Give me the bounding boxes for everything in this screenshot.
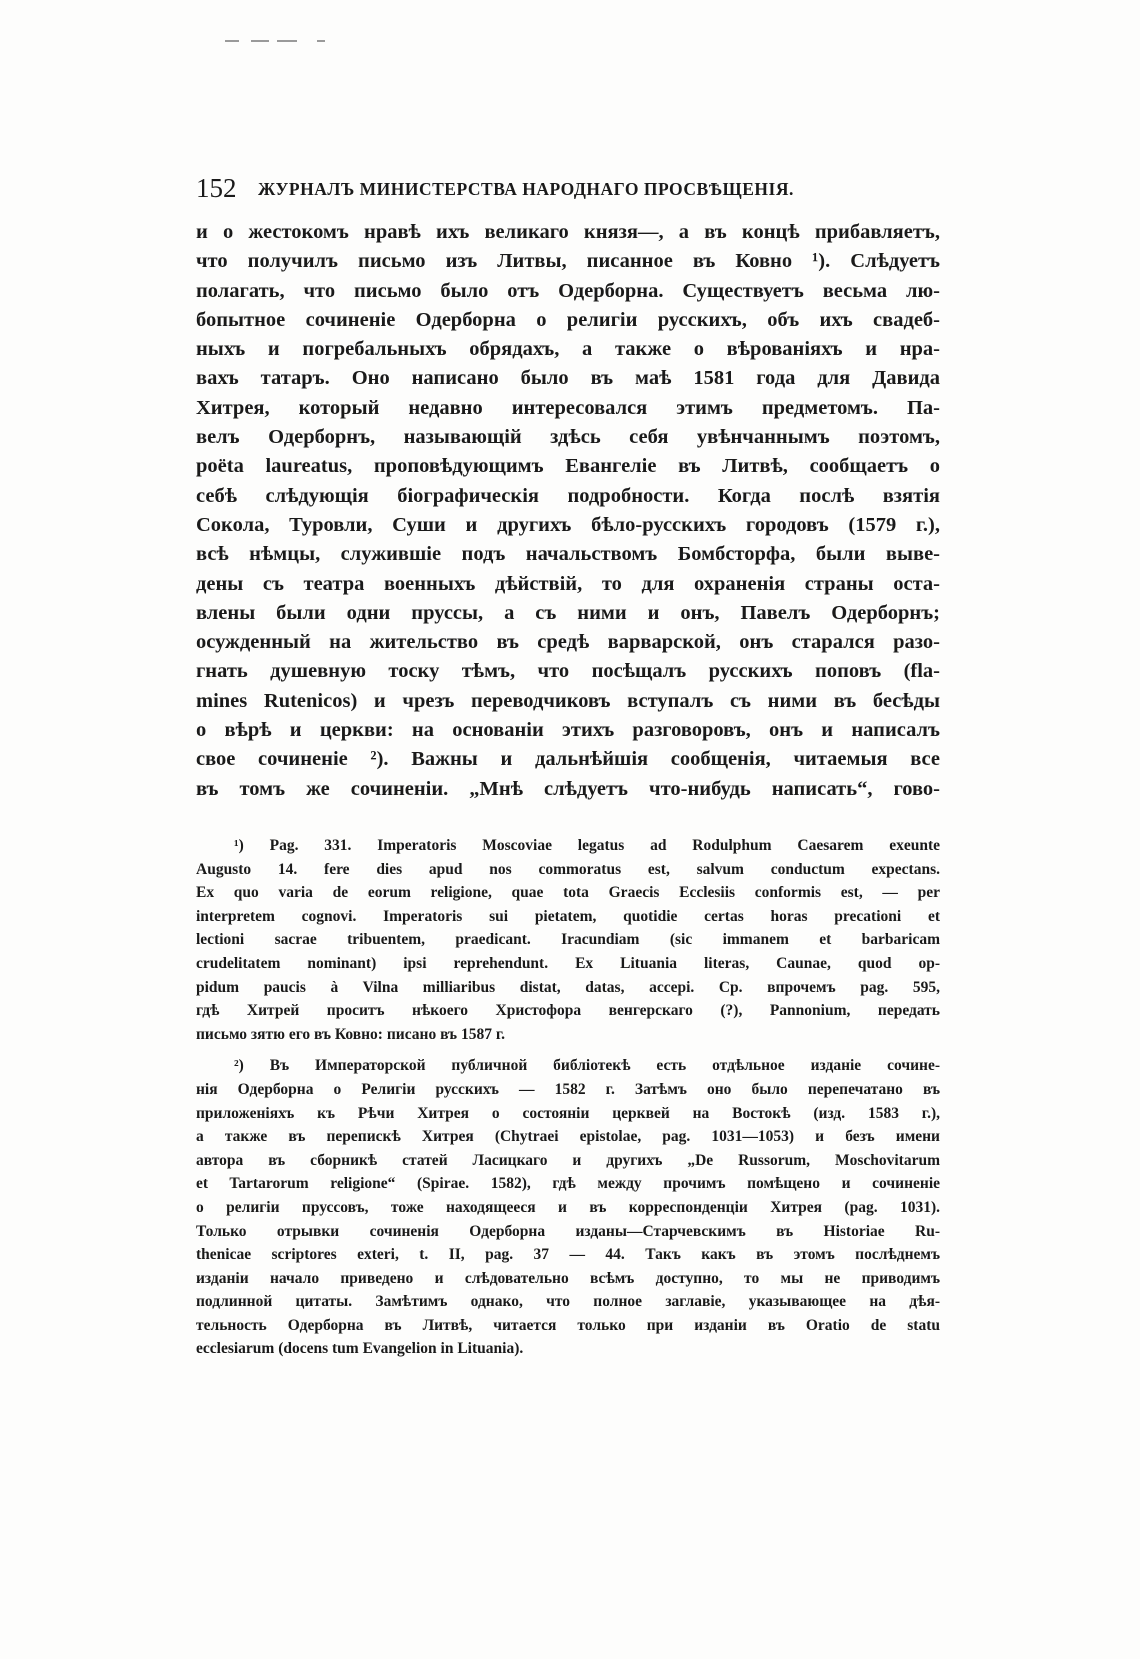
text-line: бопытное сочиненіе Одерборна о религіи русскихъ, объ ихъ свадеб- [196,308,940,331]
text-line: письмо зятю его въ Ковно: писано въ 1587 г. [196,1025,506,1043]
text-line: приложеніяхъ къ Рѣчи Хитрея о состояніи церквей на Востокѣ (изд. 1583 г.), [196,1104,940,1122]
text-line: а также въ перепискѣ Хитрея (Chytraei epistolae, pag. 1031—1053) и безъ имени [196,1128,940,1146]
text-line: полагать, что письмо было отъ Одерборна. Существуетъ весьма лю- [196,279,940,302]
page-header [196,172,936,204]
text-line: гдѣ Хитрей проситъ нѣкоего Христофора венгерскаго (?), Pannonium, передать [196,1002,940,1020]
text-line: вахъ татаръ. Оно написано было въ маѣ 1581 года для Давида [196,367,940,390]
footnotes [196,834,940,1361]
text-line: crudelitatem nominant) ipsi reprehendunt. Ex Lituania literas, Caunae, quod op- [196,954,940,972]
scan-marks [225,40,335,46]
text-line: велъ Одерборнъ, называющій здѣсь себя увѣнчаннымъ поэтомъ, [196,426,940,449]
text-line: Ex quo varia de eorum religione, quae tota Graecis Ecclesiis conformis est, — per [196,884,940,902]
text-line: нія Одерборна о Религіи русскихъ — 1582 г. Затѣмъ оно было перепечатано въ [196,1080,940,1098]
text-line: подлинной цитаты. Замѣтимъ однако, что полное заглавіе, указывающее на дѣя- [196,1293,940,1311]
footnote-1 [196,834,940,1046]
text-line: thenicae scriptores exteri, t. II, pag. 37 — 44. Такъ какъ въ этомъ послѣднемъ [196,1246,940,1264]
text-line: ¹) Pag. 331. Imperatoris Moscoviae legatus ad Rodulphum Caesarem exeunte [234,837,940,854]
text-line: Augusto 14. fere dies apud nos commoratus est, salvum conductum expectans. [196,860,940,878]
text-line: о религіи пруссовъ, тоже находящееся и въ корреспонденціи Хитрея (pag. 1031). [196,1198,940,1216]
text-line: и о жестокомъ нравѣ ихъ великаго князя—, а въ концѣ прибавляетъ, [196,221,940,243]
text-line: Только отрывки сочиненія Одерборна изданы—Старчевскимъ въ Historiae Ru- [196,1222,940,1240]
text-line: тельность Одерборна въ Литвѣ, читается только при изданіи въ Oratio de statu [196,1316,940,1334]
text-line: pidum paucis à Vilna milliaribus distat, datas, accepi. Ср. впрочемъ pag. 595, [196,978,940,996]
text-line: mines Rutenicos) и чрезъ переводчиковъ вступалъ съ ними въ бесѣды [196,689,940,712]
text-line: lectioni sacrae tribuentem, praedicant. Iracundiam (sic immanem et barbaricam [196,931,940,949]
text-line: свое сочиненіе ²). Важны и дальнѣйшія сообщенія, читаемыя все [196,748,940,771]
page-number: 152 [196,173,237,203]
text-line: et Tartarorum religione“ (Spirae. 1582), гдѣ между прочимъ помѣщено и сочиненіе [196,1175,940,1193]
footnote-2 [196,1054,940,1361]
text-line: Сокола, Туровли, Суши и другихъ бѣло-русскихъ городовъ (1579 г.), [196,513,940,536]
text-line: poëta laureatus, проповѣдующимъ Евангеліе въ Литвѣ, сообщаетъ о [196,455,940,478]
text-line: гнать душевную тоску тѣмъ, что посѣщалъ русскихъ поповъ (fla- [196,660,940,683]
main-text [196,218,940,804]
text-line: ecclesiarum (docens tum Evangelion in Lituania). [196,1340,524,1358]
text-line: ²) Въ Императорской публичной библіотекѣ есть отдѣльное изданіе сочине- [234,1057,940,1075]
text-line: что получилъ письмо изъ Литвы, писанное въ Ковно ¹). Слѣдуетъ [196,250,940,273]
text-line: осужденный на жительство въ средѣ варварской, онъ старался разо- [196,631,940,654]
running-head: ЖУРНАЛЪ МИНИСТЕРСТВА НАРОДНАГО ПРОСВѢЩЕНІЯ. [258,179,794,199]
text-line: въ томъ же сочиненіи. „Мнѣ слѣдуетъ что-нибудь написать“, гово- [196,777,940,800]
text-line: автора въ сборникѣ статей Ласицкаго и другихъ „De Russorum, Moschovitarum [196,1151,940,1169]
text-line: interpretem cognovi. Imperatoris sui pietatem, quotidie certas horas precationi et [196,907,940,925]
text-line: влены были одни пруссы, а съ ними и онъ, Павелъ Одерборнъ; [196,601,940,624]
text-line: Хитрея, который недавно интересовался этимъ предметомъ. Па- [196,396,940,419]
text-line: себѣ слѣдующія біографическія подробности. Когда послѣ взятія [196,484,940,507]
text-line: изданіи начало приведено и слѣдовательно всѣмъ доступно, то мы не приводимъ [196,1269,940,1287]
text-line: ныхъ и погребальныхъ обрядахъ, а также о вѣрованіяхъ и нра- [196,338,940,361]
text-line: дены съ театра военныхъ дѣйствій, то для охраненія страны оста- [196,572,940,595]
text-line: о вѣрѣ и церкви: на основаніи этихъ разговоровъ, онъ и написалъ [196,719,940,742]
text-line: всѣ нѣмцы, служившіе подъ начальствомъ Бомбсторфа, были выве- [196,543,940,566]
